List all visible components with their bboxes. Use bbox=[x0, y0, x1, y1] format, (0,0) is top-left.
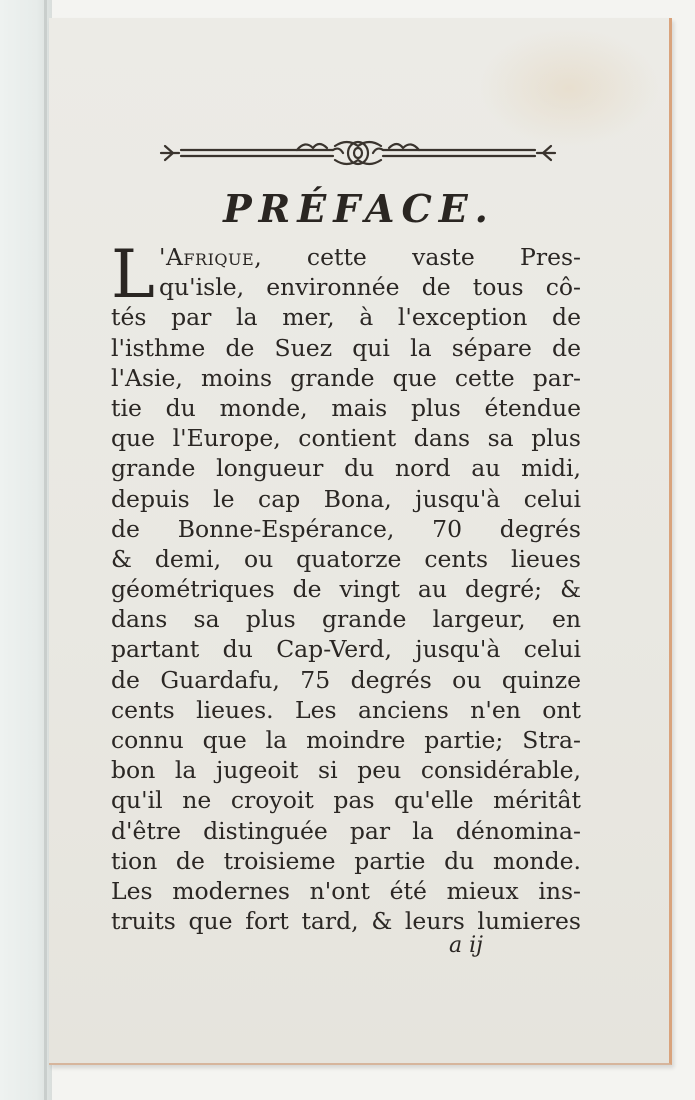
text-line-16: cents lieues. Les anciens n'en ont bbox=[111, 695, 581, 724]
text-line-1-rest: , cette vaste Pres- bbox=[254, 243, 581, 271]
text-line-14: partant du Cap-Verd, jusqu'à celui bbox=[111, 635, 581, 664]
text-line-11: & demi, ou quatorze cents lieues bbox=[111, 544, 581, 573]
preface-title: PRÉFACE. bbox=[223, 186, 495, 231]
text-line-23: truits que fort tard, & leurs lumieres bbox=[111, 907, 581, 936]
drop-cap-letter: L bbox=[111, 236, 155, 313]
text-line-4: l'isthme de Suez qui la sépare de bbox=[111, 333, 581, 362]
adjacent-page-edge bbox=[0, 0, 52, 1100]
text-line-1-smallcaps: 'Afrique bbox=[159, 243, 255, 271]
text-line-7: que l'Europe, contient dans sa plus bbox=[111, 424, 581, 453]
book-gutter bbox=[44, 0, 47, 1100]
text-line-20: d'être distinguée par la dénomina- bbox=[111, 816, 581, 845]
signature-mark: a ij bbox=[449, 933, 483, 958]
text-line-10: de Bonne-Espérance, 70 degrés bbox=[111, 514, 581, 543]
paper-stain bbox=[479, 28, 659, 148]
text-line-19: qu'il ne croyoit pas qu'elle méritât bbox=[111, 786, 581, 815]
text-line-12: géométriques de vingt au degré; & bbox=[111, 575, 581, 604]
text-line-2: qu'isle, environnée de tous cô- bbox=[159, 273, 581, 302]
text-line-3: tés par la mer, à l'exception de bbox=[111, 303, 581, 332]
text-line-21: tion de troisieme partie du monde. bbox=[111, 846, 581, 875]
text-line-18: bon la jugeoit si peu considérable, bbox=[111, 756, 581, 785]
preface-body bbox=[111, 236, 581, 936]
text-line-8: grande longueur du nord au midi, bbox=[111, 454, 581, 483]
text-line-6: tie du monde, mais plus étendue bbox=[111, 393, 581, 422]
text-line-22: Les modernes n'ont été mieux ins- bbox=[111, 876, 581, 905]
text-line-5: l'Asie, moins grande que cette par- bbox=[111, 363, 581, 392]
text-line-9: depuis le cap Bona, jusqu'à celui bbox=[111, 484, 581, 513]
text-line-17: connu que la moindre partie; Stra- bbox=[111, 726, 581, 754]
text-line-1 bbox=[111, 242, 581, 272]
text-line-15: de Guardafu, 75 degrés ou quinze bbox=[111, 665, 581, 694]
book-page bbox=[49, 18, 672, 1065]
headpiece-ornament-icon bbox=[157, 136, 559, 172]
text-line-13: dans sa plus grande largeur, en bbox=[111, 605, 581, 634]
